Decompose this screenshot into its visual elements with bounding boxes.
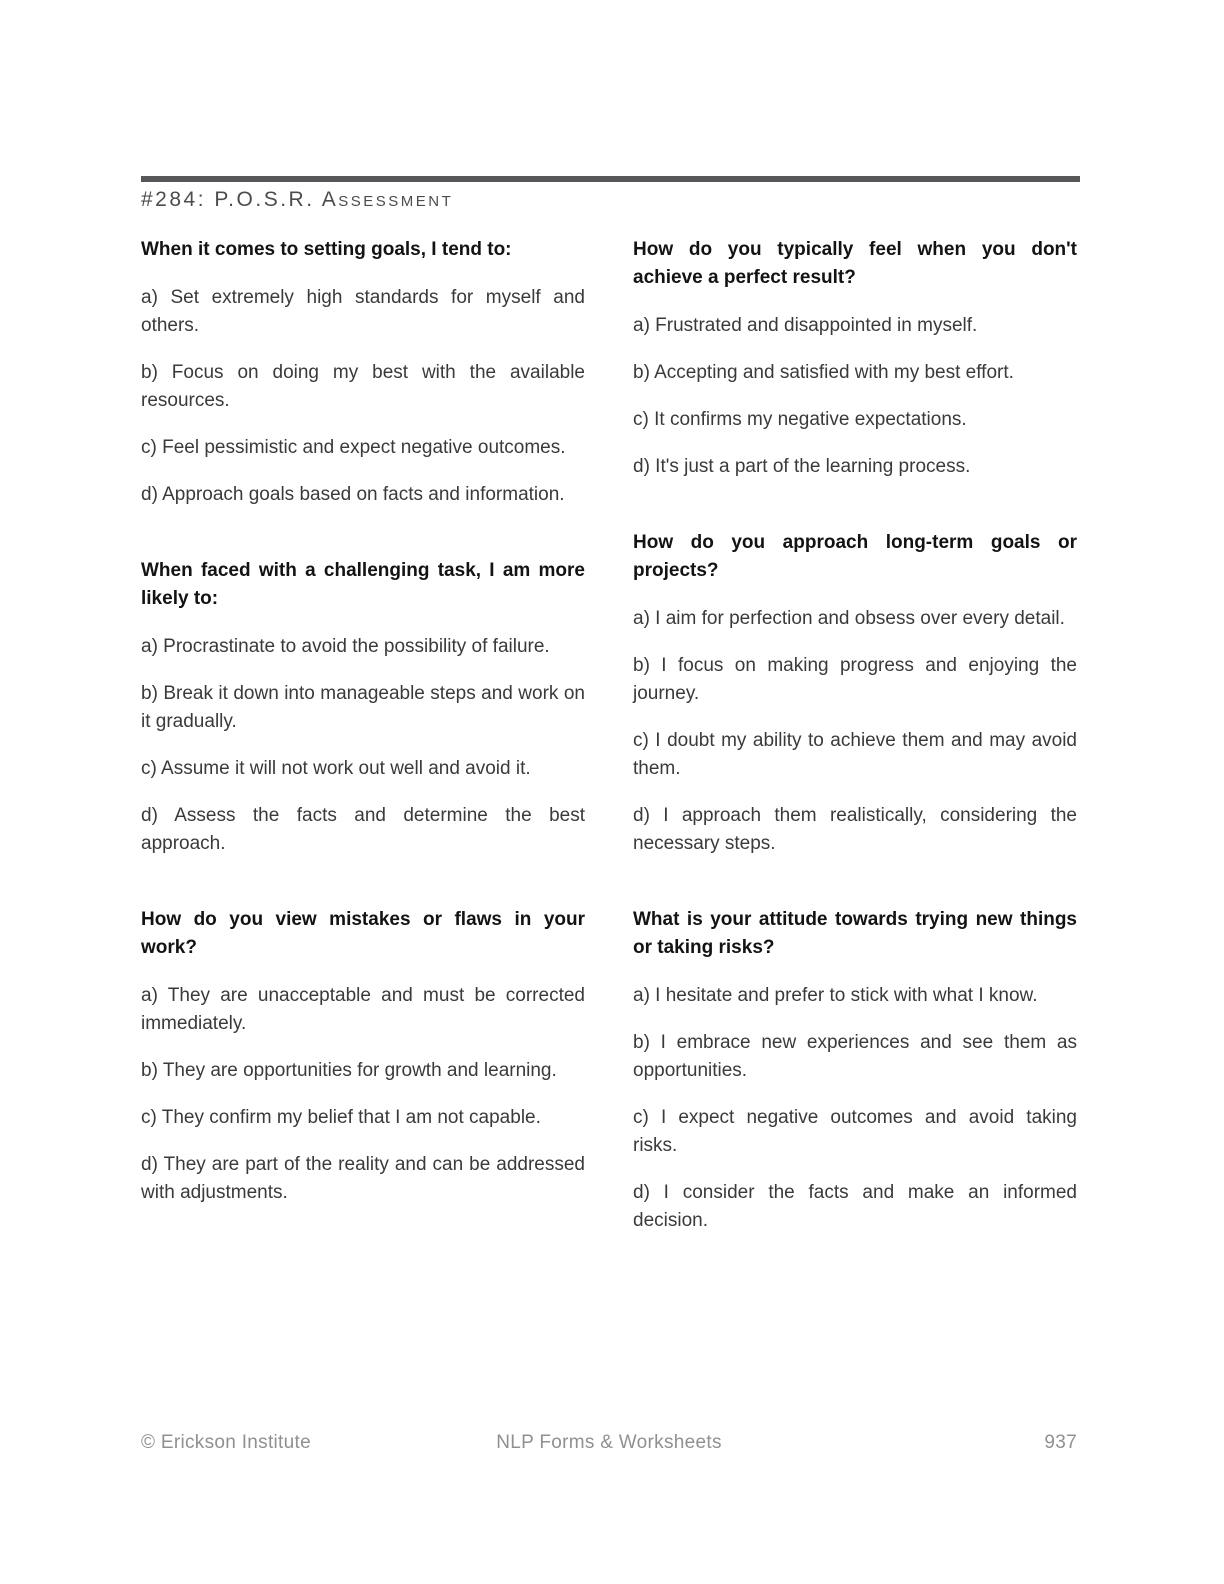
question-heading: When it comes to setting goals, I tend to:	[141, 239, 512, 260]
answer-option-c: c) I expect negative outcomes and avoid taking risks.	[633, 1107, 1077, 1156]
question-heading: When faced with a challenging task, I am more likely to:	[141, 560, 585, 609]
question-block	[633, 906, 1077, 1235]
answer-option-c: c) I doubt my ability to achieve them and may avoid them.	[633, 730, 1077, 779]
answer-option-b: b) They are opportunities for growth and learning.	[141, 1060, 557, 1081]
answer-option-c: c) Feel pessimistic and expect negative outcomes.	[141, 437, 566, 458]
question-heading: How do you approach long-term goals or projects?	[633, 532, 1077, 581]
question-heading: How do you typically feel when you don't achieve a perfect result?	[633, 239, 1077, 288]
column-right	[633, 236, 1077, 1254]
answer-option-a: a) They are unacceptable and must be corrected immediately.	[141, 985, 585, 1034]
question-block	[633, 236, 1077, 481]
answer-option-b: b) Break it down into manageable steps and work on it gradually.	[141, 683, 585, 732]
answer-option-a: a) I hesitate and prefer to stick with what I know.	[633, 985, 1038, 1006]
question-heading: What is your attitude towards trying new things or taking risks?	[633, 909, 1077, 958]
answer-option-a: a) I aim for perfection and obsess over every detail.	[633, 608, 1065, 629]
answer-option-b: b) Accepting and satisfied with my best effort.	[633, 362, 1014, 383]
questionnaire-columns	[141, 236, 1077, 1254]
footer-page-number: 937	[1044, 1432, 1077, 1453]
page-footer	[141, 1432, 1077, 1454]
page-title: #284: P.O.S.R. Assessment	[141, 188, 454, 211]
footer-series-title: NLP Forms & Worksheets	[496, 1432, 722, 1453]
answer-option-c: c) They confirm my belief that I am not capable.	[141, 1107, 541, 1128]
answer-option-d: d) They are part of the reality and can be addressed with adjustments.	[141, 1154, 585, 1203]
answer-option-a: a) Set extremely high standards for myself and others.	[141, 287, 585, 336]
footer-copyright: © Erickson Institute	[141, 1432, 311, 1453]
answer-option-b: b) I embrace new experiences and see them as opportunities.	[633, 1032, 1077, 1081]
header-rule	[141, 176, 1080, 182]
answer-option-d: d) It's just a part of the learning process.	[633, 456, 971, 477]
answer-option-c: c) It confirms my negative expectations.	[633, 409, 967, 430]
answer-option-d: d) I consider the facts and make an informed decision.	[633, 1182, 1077, 1231]
question-block	[141, 906, 585, 1207]
question-block	[141, 557, 585, 858]
answer-option-a: a) Procrastinate to avoid the possibility of failure.	[141, 636, 550, 657]
answer-option-d: d) I approach them realistically, considering the necessary steps.	[633, 805, 1077, 854]
question-heading: How do you view mistakes or flaws in your work?	[141, 909, 585, 958]
answer-option-b: b) Focus on doing my best with the available resources.	[141, 362, 585, 411]
answer-option-b: b) I focus on making progress and enjoying the journey.	[633, 655, 1077, 704]
answer-option-c: c) Assume it will not work out well and avoid it.	[141, 758, 531, 779]
column-left	[141, 236, 585, 1254]
question-block	[141, 236, 585, 509]
question-block	[633, 529, 1077, 858]
answer-option-d: d) Assess the facts and determine the best approach.	[141, 805, 585, 854]
answer-option-a: a) Frustrated and disappointed in myself.	[633, 315, 978, 336]
answer-option-d: d) Approach goals based on facts and information.	[141, 484, 565, 505]
